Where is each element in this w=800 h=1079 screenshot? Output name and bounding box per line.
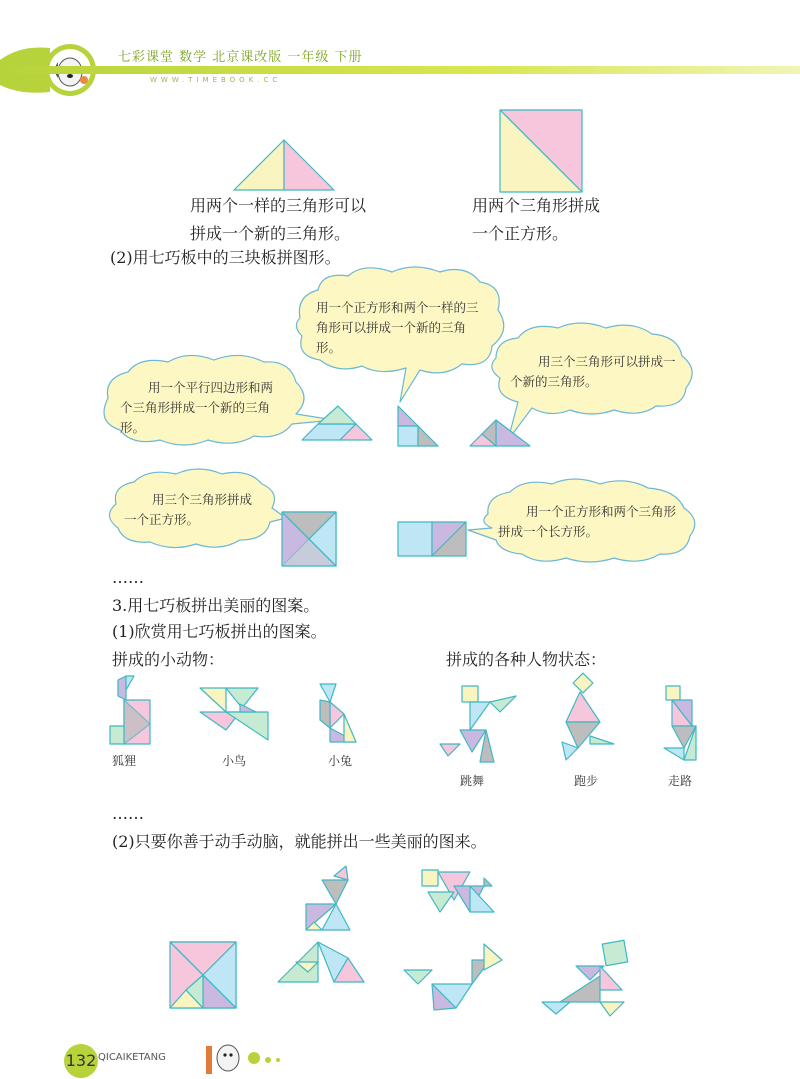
bottom-animal-1 xyxy=(306,866,350,930)
ellipsis-2: …… xyxy=(112,804,144,823)
bottom-bird xyxy=(278,942,364,982)
bottom-figure xyxy=(542,940,628,1016)
animal-caption-rabbit: 小兔 xyxy=(328,754,353,768)
running-figure xyxy=(562,673,614,760)
footer-mascot-icon xyxy=(200,1038,300,1078)
header-url: WWW.TIMEBOOK.CC xyxy=(150,76,282,84)
bottom-dog xyxy=(404,944,502,1010)
caption-right-line2: 一个正方形。 xyxy=(472,224,569,243)
caption-left-line2: 拼成一个新的三角形。 xyxy=(190,224,351,243)
rabbit-figure xyxy=(320,684,356,742)
square-triangle-figure xyxy=(398,406,438,446)
caption-right-line1: 用两个三角形拼成 xyxy=(472,196,601,215)
parallelogram-triangle-figure xyxy=(302,406,372,440)
three-triangles-figure xyxy=(470,420,530,446)
bubble-text-three-triangles-square: 用三个三角形拼成一个正方形。 xyxy=(124,492,253,527)
bird-figure xyxy=(200,688,268,740)
animal-caption-fox: 狐狸 xyxy=(112,754,137,768)
ellipsis-1: …… xyxy=(112,568,144,587)
two-triangles-square-figure xyxy=(500,110,582,192)
animals-label: 拼成的小动物： xyxy=(112,650,225,669)
people-caption-run: 跑步 xyxy=(574,774,599,788)
people-label: 拼成的各种人物状态： xyxy=(446,650,607,669)
fox-figure xyxy=(110,676,150,744)
two-triangles-figure xyxy=(234,140,334,190)
walking-figure xyxy=(664,686,696,760)
section-3-sub-1: (1)欣赏用七巧板拼出的图案。 xyxy=(112,622,327,641)
rectangle-figure xyxy=(398,522,466,556)
bottom-animal-2 xyxy=(422,870,494,912)
task-2-heading: (2)用七巧板中的三块板拼图形。 xyxy=(110,248,341,267)
bottom-square xyxy=(170,942,236,1008)
three-triangles-square-figure xyxy=(282,512,336,566)
people-caption-dance: 跳舞 xyxy=(460,774,485,788)
bubble-text-parallelogram: 用一个平行四边形和两个三角形拼成一个新的三角形。 xyxy=(120,380,274,435)
people-caption-walk: 走路 xyxy=(668,774,693,788)
page-number: 132 xyxy=(64,1044,98,1078)
footer-brand: QICAIKETANG xyxy=(98,1052,166,1063)
bubble-text-rectangle: 用一个正方形和两个三角形拼成一个长方形。 xyxy=(498,504,677,539)
section-3-title: 3.用七巧板拼出美丽的图案。 xyxy=(112,596,320,615)
section-3-sub-2: (2)只要你善于动手动脑，就能拼出一些美丽的图来。 xyxy=(112,832,487,851)
footer-mascot xyxy=(200,1038,300,1078)
dancing-figure xyxy=(440,686,516,762)
caption-left-line1: 用两个一样的三角形可以 xyxy=(190,196,367,215)
bubble-text-three-triangles-triangle: 用三个三角形可以拼成一个新的三角形。 xyxy=(510,354,676,389)
header-title: 七彩课堂 数学 北京课改版 一年级 下册 xyxy=(118,50,363,65)
bubble-text-square-two-triangles: 用一个正方形和两个一样的三角形可以拼成一个新的三角形。 xyxy=(316,300,479,355)
animal-caption-bird: 小鸟 xyxy=(222,754,247,768)
